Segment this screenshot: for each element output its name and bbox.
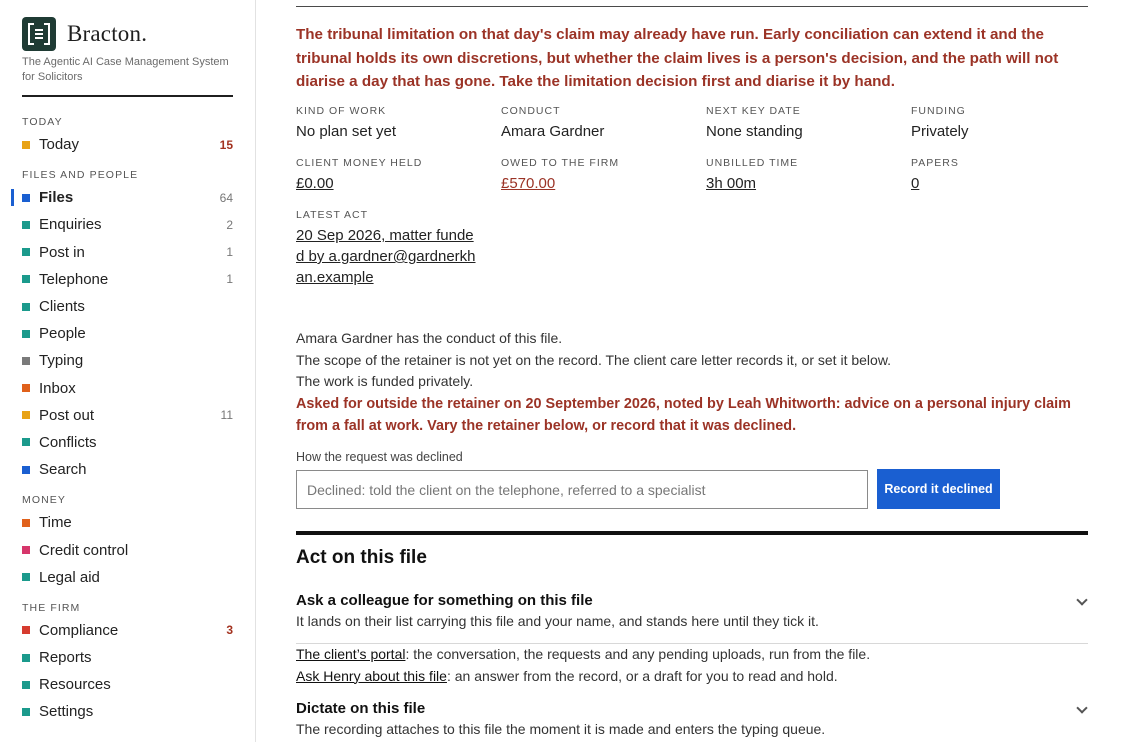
sidebar-item-count: 2 [226, 217, 233, 232]
settings-marker-icon [22, 708, 30, 716]
sidebar-item-settings[interactable] [0, 698, 256, 725]
sidebar-item-count: 11 [220, 408, 233, 423]
outside-retainer-request: Asked for outside the retainer on 20 September 2026, noted by Leah Whitworth: advice on a personal injury claim from a fall at work. Vary the retainer below, or record that it was declined. [296, 395, 1071, 434]
limitation-warning: The tribunal limitation on that day's claim may already have run. Early conciliation can extend it and the tribunal holds its own discretions, but whether the claim lives is a person's decision, and the path will not diarise a day that has gone. Take the limitation decision first and diarise it by hand. [296, 26, 1059, 90]
dictate-description: The recording attaches to this file the moment it is made and enters the typing queue. [296, 721, 826, 737]
ask-colleague-description: It lands on their list carrying this file and your name, and stands here until they tick it. [296, 613, 819, 629]
ask-henry-link[interactable]: Ask Henry about this file [296, 667, 447, 684]
today-marker-icon [22, 141, 30, 149]
sidebar-item-count: 1 [226, 245, 233, 260]
sidebar-item-inbox[interactable] [0, 375, 256, 402]
legal-aid-marker-icon [22, 573, 30, 581]
bracton-logo-icon [22, 17, 56, 51]
file-notes [296, 328, 1088, 437]
unbilled-time-link[interactable]: 3h 00m [706, 175, 757, 192]
dictate-heading: Dictate on this file [296, 700, 426, 717]
nav-section-the-firm: THE FIRM [22, 601, 81, 614]
fact-funding [911, 103, 1101, 142]
brand-divider [22, 95, 233, 97]
dictate-row[interactable] [296, 699, 1088, 740]
client-money-link[interactable]: £0.00 [296, 175, 334, 192]
fact-label: UNBILLED TIME [706, 157, 799, 169]
sidebar-item-resources[interactable] [0, 671, 256, 698]
fact-label: CLIENT MONEY HELD [296, 157, 423, 169]
sidebar-item-legal-aid[interactable] [0, 564, 256, 591]
sidebar-item-files[interactable] [0, 184, 256, 211]
enquiries-marker-icon [22, 221, 30, 229]
sidebar-item-reports[interactable] [0, 644, 256, 671]
sidebar-item-post-out[interactable] [0, 402, 256, 429]
sidebar-item-conflicts[interactable] [0, 429, 256, 456]
sidebar-item-label: Settings [39, 703, 94, 721]
file-detail [296, 0, 1088, 742]
nav-section-files-and-people: FILES AND PEOPLE [22, 169, 139, 182]
fact-conduct [501, 103, 691, 142]
sidebar-item-compliance[interactable] [0, 617, 256, 644]
conduct-note: Amara Gardner has the conduct of this file. [296, 330, 563, 346]
brand-tagline: The Agentic AI Case Management System for Solicitors [22, 56, 229, 83]
sidebar-nav [0, 113, 256, 726]
fact-label: LATEST ACT [296, 209, 369, 221]
declined-reason-input[interactable] [296, 470, 868, 509]
funding-note: The work is funded privately. [296, 373, 474, 389]
files-marker-icon [22, 194, 30, 202]
sidebar-item-search[interactable] [0, 456, 256, 483]
sidebar-item-label: Resources [39, 676, 111, 694]
sidebar-item-label: Legal aid [39, 568, 100, 586]
fact-unbilled-time [706, 155, 896, 194]
nav-section-today: TODAY [22, 116, 63, 128]
sidebar-item-count: 64 [219, 190, 233, 205]
fact-value: None standing [706, 123, 803, 140]
sidebar-item-label: Clients [39, 298, 85, 316]
declined-field-label: How the request was declined [296, 450, 463, 464]
section-divider [296, 531, 1088, 535]
fact-label: OWED TO THE FIRM [501, 157, 620, 169]
credit-control-marker-icon [22, 546, 30, 554]
sidebar-item-label: Enquiries [39, 216, 102, 234]
sidebar-item-typing[interactable] [0, 347, 256, 374]
record-declined-button[interactable]: Record it declined [877, 469, 1000, 509]
sidebar-item-credit-control[interactable] [0, 536, 256, 563]
conflicts-marker-icon [22, 438, 30, 446]
sidebar-item-label: Compliance [39, 621, 119, 639]
fact-papers [911, 155, 1101, 194]
sidebar-item-label: Time [39, 514, 72, 532]
sidebar-item-count: 1 [226, 272, 233, 287]
fact-value: Privately [911, 123, 969, 140]
fact-next-key-date [706, 103, 896, 142]
papers-link[interactable]: 0 [911, 175, 920, 192]
henry-line [296, 666, 1088, 688]
sidebar-item-telephone[interactable] [0, 266, 256, 293]
retainer-note: The scope of the retainer is not yet on the record. The client care letter records it, or set it below. [296, 351, 892, 368]
sidebar-item-label: Files [39, 189, 74, 207]
people-marker-icon [22, 330, 30, 338]
telephone-marker-icon [22, 275, 30, 283]
portal-description: : the conversation, the requests and any pending uploads, run from the file. [405, 646, 871, 662]
sidebar-item-label: Today [39, 136, 80, 154]
sidebar-item-people[interactable] [0, 320, 256, 347]
fact-owed [501, 155, 691, 194]
sidebar-item-post-in[interactable] [0, 239, 256, 266]
sidebar-item-label: Reports [39, 649, 92, 667]
post-in-marker-icon [22, 248, 30, 256]
sidebar-item-label: Credit control [39, 541, 129, 559]
fact-latest-act [296, 207, 476, 288]
search-marker-icon [22, 466, 30, 474]
sidebar-item-count: 15 [219, 137, 233, 152]
fact-label: NEXT KEY DATE [706, 105, 801, 117]
nav-section-money: MONEY [22, 494, 67, 507]
henry-description: : an answer from the record, or a draft for you to read and hold. [446, 667, 838, 684]
fact-client-money [296, 155, 486, 194]
sidebar-item-today[interactable] [0, 131, 256, 158]
clients-marker-icon [22, 303, 30, 311]
inbox-marker-icon [22, 384, 30, 392]
sidebar-item-label: Search [39, 461, 87, 479]
sidebar-item-label: Telephone [39, 270, 109, 288]
sidebar-item-count: 3 [226, 623, 233, 638]
reports-marker-icon [22, 654, 30, 662]
sidebar [0, 0, 256, 742]
time-marker-icon [22, 519, 30, 527]
brand[interactable] [22, 17, 147, 51]
sidebar-item-label: Post in [39, 243, 85, 261]
top-divider [296, 6, 1088, 7]
compliance-marker-icon [22, 626, 30, 634]
brand-name: Bracton. [67, 21, 148, 46]
sidebar-item-label: Conflicts [39, 433, 97, 451]
sidebar-item-enquiries[interactable] [0, 211, 256, 238]
owed-link[interactable]: £570.00 [501, 175, 556, 192]
ask-colleague-row[interactable] [296, 591, 1088, 632]
sidebar-item-label: Inbox [39, 379, 76, 397]
fact-label: CONDUCT [501, 105, 561, 117]
sidebar-item-time[interactable] [0, 509, 256, 536]
fact-value: Amara Gardner [501, 123, 605, 140]
post-out-marker-icon [22, 411, 30, 419]
portal-line [296, 644, 1088, 666]
fact-label: KIND OF WORK [296, 105, 387, 117]
act-section-title: Act on this file [296, 547, 427, 568]
resources-marker-icon [22, 681, 30, 689]
sidebar-item-label: Post out [39, 406, 95, 424]
fact-value: No plan set yet [296, 123, 397, 140]
file-links [296, 644, 1088, 687]
sidebar-item-label: Typing [39, 352, 84, 370]
fact-label: FUNDING [911, 105, 966, 117]
fact-kind-of-work [296, 103, 486, 142]
sidebar-item-label: People [39, 325, 86, 343]
fact-label: PAPERS [911, 157, 959, 169]
typing-marker-icon [22, 357, 30, 365]
client-portal-link[interactable]: The client’s portal [296, 646, 406, 662]
latest-act-link[interactable]: 20 Sep 2026, matter funded by a.gardner@gardnerkhan.example [296, 227, 476, 286]
ask-colleague-heading: Ask a colleague for something on this file [296, 592, 593, 609]
sidebar-item-clients[interactable] [0, 293, 256, 320]
